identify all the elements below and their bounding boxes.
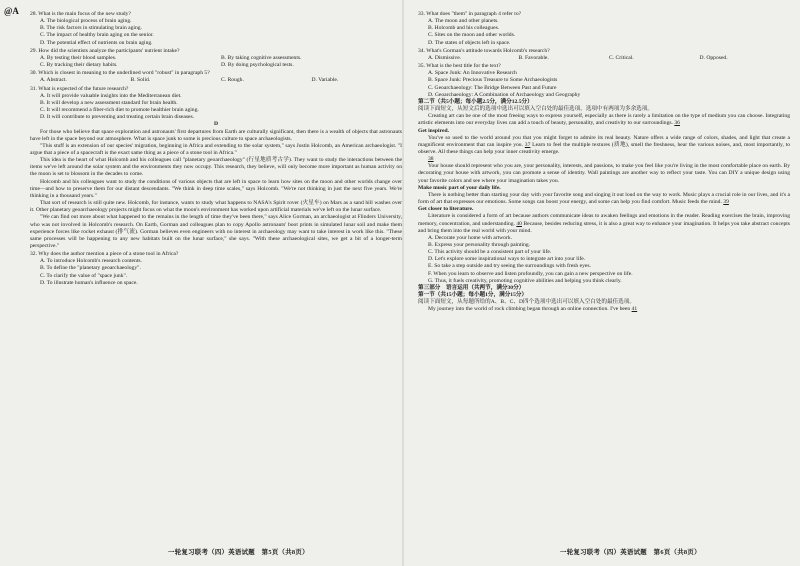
passage-paragraph: That sort of research is still quite new. Holcomb, for instance, wants to study what happens to NASA's Spirit rover (火星车) on Mars as a sand hill washes over it. Other planetary geoarchaeology projects might focus on what the moon's environment has worked upon artificial materials we've left on the lunar surface. [30, 200, 402, 214]
question-33 [418, 11, 790, 47]
page-footer-left: 一轮复习联考（四）英语试题 第5页（共8页） [168, 549, 309, 556]
blank-38: 38 [428, 156, 434, 163]
question-28 [30, 11, 402, 47]
paragraph-text: You've so used to the world around you that you might forget to admire its real beauty. Nature offers a wide range of colors, shades, and light that create a magnificent environment that can inspire you. [418, 134, 790, 148]
option-b: B. By taking cognitive assessments. [221, 54, 302, 61]
option-c: C. To clarify the value of "space junk". [40, 272, 128, 279]
blank-36: 36 [674, 120, 680, 127]
question-35 [418, 63, 790, 99]
option-d: D. Opposed. [699, 54, 728, 61]
option-c: C. It will recommend a fiber-rich diet to promote healthier brain aging. [40, 107, 199, 114]
left-page-column [30, 10, 402, 287]
option-a: A. The moon and other planets. [428, 18, 499, 25]
question-stem: 28. What is the main focus of the new study? [30, 11, 131, 17]
passage-paragraph: "This stuff is an extension of our species' migration, beginning in Africa and extending to the solar system," says Justin Holcomb, an American archaeologist. "I argue that a piece of a spacecraft is the exact same thing as a piece of a stone tool in Africa." [30, 142, 402, 156]
passage-paragraph [418, 306, 790, 313]
question-32 [30, 251, 402, 287]
option-a: A. The biological process of brain aging. [40, 18, 132, 25]
option-d: D. Variable. [311, 77, 339, 84]
choice-a: A. Decorate your home with artwork. [428, 234, 513, 241]
option-a: A. It will provide valuable insights into the Mediterranean diet. [40, 92, 182, 99]
question-stem: 34. What's Gorman's attitude towards Holcomb's research? [418, 47, 550, 54]
question-34 [418, 48, 790, 62]
question-stem: 30. Which is closest in meaning to the underlined word "robust" in paragraph 5? [30, 70, 210, 77]
option-d: D. To illustrate human's influence on space. [40, 279, 138, 286]
passage-label: D [213, 121, 219, 128]
subheading: Get inspired. [418, 127, 449, 134]
paragraph-text: Because, besides reducing stress, it is also a great way to enhance your imagination. It helps you take abstract concepts and bring them into the real world with your mind. [418, 220, 790, 234]
option-d: D. Geoarchaeology: A Combination of Archaeology and Geography [428, 91, 581, 98]
passage-paragraph: Your house should represent who you are, your personality, interests, and passions, to make you feel like you're living in the most comfortable place on earth. By decorating your house with artwork, you can promote a sense of identity. Wall paintings are another way to reflect your taste. You can DIY a unique design using your favorite colors and see where your imagination takes you. [418, 163, 790, 184]
question-stem: 35. What is the best title for the text? [418, 63, 501, 70]
option-b: B. Space Junk: Precious Treasure to Some Archaeologists [428, 77, 558, 84]
choice-e: E. So take a step outside and try seeing the surroundings with fresh eyes. [428, 263, 591, 270]
paragraph-text: Literature is considered a form of art because authors communicate ideas to awaken feelings and emotions in the reader. Reading exercises the brain, improving memory, concentration, and understanding. [418, 213, 790, 227]
option-a: A. By testing their blood samples. [40, 54, 117, 61]
question-31 [30, 86, 402, 122]
option-c: C. Rough. [221, 77, 244, 84]
option-row [30, 55, 402, 62]
page-fold-divider [402, 0, 404, 566]
paragraph-text: Learn to feel the multiple textures (质地), smell the freshness, hear the various noises, and, most importantly, to observe. All these things can help your inner creativity emerge. [418, 141, 790, 155]
section-title: 第二节（共5小题；每小题2.5分，满分12.5分） [418, 98, 533, 105]
blank-37: 37 [524, 141, 531, 148]
question-stem: 33. What does "them" in paragraph 4 refer to? [418, 11, 522, 17]
choice-c: C. This activity should be a consistent part of your life. [428, 249, 552, 256]
option-a: A. To introduce Holcomb's research contents. [40, 258, 142, 265]
question-30 [30, 70, 402, 84]
choice-d: D. Let's explore some inspirational ways to integrate art into your life. [428, 256, 586, 263]
passage-paragraph: This idea is the heart of what Holcomb and his colleagues call "planetary geoarchaeology" (行星地质考古学). They want to study the interactions between the items we've left around the solar system and the environments they now occupy. This research, they believe, will only become more important as human activity on the moon is set to blossom in the decades to come. [30, 157, 402, 178]
option-row [418, 55, 790, 62]
option-row [30, 77, 402, 84]
option-a: A. Abstract. [40, 77, 67, 84]
passage-paragraph [418, 113, 790, 127]
blank-41: 41 [631, 306, 638, 313]
passage-paragraph [418, 192, 790, 206]
passage-paragraph [418, 213, 790, 234]
choice-b: B. Express your personality through painting. [428, 242, 531, 248]
page-footer-right: 一轮复习联考（四）英语试题 第6页（共8页） [560, 549, 701, 556]
paragraph-text: Creating art can be one of the most freeing ways to express yourself, especially as there is rarely a limitation on the type of medium you can choose. Integrating artistic elements into our everyday lives can add a touch of beauty, personality, and creativity to our surroundings. [418, 113, 790, 127]
paragraph-text: There is nothing better than starting your day with your favorite song and singing it out loud on the way to work. Music plays a crucial role in our lives, and it's a form of art that expresses our emotions. Some songs can boost your energy, and some can help you find comfort. Music feeds the mind. [418, 191, 790, 206]
option-row [30, 62, 402, 69]
option-b: B. Favorable. [518, 54, 549, 61]
blank-39: 39 [723, 199, 729, 206]
question-stem: 31. What is expected of the future research? [30, 85, 129, 92]
question-stem: 29. How did the scientists analyze the participants' nutrient intake? [30, 47, 180, 54]
option-b: B. Holcomb and his colleagues. [428, 25, 500, 32]
passage-paragraph: Holcomb and his colleagues want to study the conditions of various objects that are left in space to learn how sites on the moon and other worlds change over time—and how to preserve them for our distant descendants. "We think in deep time scales," says Holcomb. "We're not thinking in just the next five years. We're thinking in a thousand years." [30, 178, 402, 199]
section-instructions: 阅读下面短文，从短文后的选项中选出可以填入空白处的最佳选项。选项中有两项为多余选项。 [418, 106, 653, 113]
option-b: B. It will develop a new assessment standard for brain health. [40, 99, 178, 106]
option-c: C. The impact of healthy brain aging on the senior. [40, 32, 154, 39]
passage-paragraph: For those who believe that space exploration and astronauts' first departures from Earth are culturally significant, then there is a wealth of objects that astronauts have left in the space beyond our atmosphere. What is space junk to some is precious culture to space archaeologists. [30, 128, 402, 142]
section-title: 第一节（共15小题；每小题1分，满分15分） [418, 292, 528, 299]
passage-paragraph: "We can find out more about what happened to the remains in the length of time they've been there," says Alice Gorman, an archaeologist at Flinders University, who was not involved in Holcomb's research. On Earth, Gorman and colleagues plan to copy Apollo astronauts' boot prints in simulated lunar soil and make them experience forces like rocket exhaust (排气流). Gorman believes even engineers with no interest in archaeology may want to take interest in work like this. "These same processes will be happening to any new habitats built on the lunar surface," she says. "With these archaeological sites, we get a bit of a longer-term perspective." [30, 214, 402, 249]
paragraph-text: My journey into the world of rock climbing began through an online connection. I've been [428, 306, 631, 313]
option-d: D. The states of objects left in space. [428, 39, 511, 46]
option-b: B. The risk factors in stimulating brain aging. [40, 25, 142, 32]
option-d: D. The potential effect of nutrients on brain aging. [40, 39, 153, 46]
option-d: D. It will contribute to preventing and treating certain brain diseases. [40, 114, 195, 121]
subheading: Make music part of your daily life. [418, 184, 501, 191]
option-a: A. Space Junk: An Innovative Research [428, 70, 517, 77]
corner-mark: @A [4, 6, 19, 16]
option-c: C. Geoarchaeology: The Bridge Between Past and Future [428, 84, 557, 91]
option-c: C. Sites on the moon and other worlds. [428, 32, 516, 39]
subheading: Get closer to literature. [418, 206, 474, 213]
part-title: 第三部分 语言运用（共两节，满分30分） [418, 284, 525, 291]
choice-f: F. When you learn to observe and listen profoundly, you can gain a new perspective on life. [428, 270, 633, 277]
option-b: B. To define the "planetary geoarchaeology". [40, 265, 141, 272]
right-page-column [418, 10, 790, 314]
option-b: B. Solid. [130, 77, 151, 84]
option-c: C. By tracking their dietary habits. [40, 62, 118, 69]
question-29 [30, 48, 402, 69]
option-d: D. By doing psychological tests. [221, 62, 294, 69]
section-instructions: 阅读下面短文，从每题所给的A、B、C、D四个选项中选出可以填入空白处的最佳选项。 [418, 299, 635, 306]
option-a: A. Dismissive. [428, 54, 462, 61]
passage-paragraph [418, 135, 790, 156]
choice-g: G. Thus, it fuels creativity, promoting cognitive abilities and helping you think clearly. [428, 277, 622, 284]
option-c: C. Critical. [609, 54, 634, 61]
question-stem: 32. Why does the author mention a piece of a stone tool in Africa? [30, 251, 179, 258]
blank-40: 40 [516, 220, 522, 227]
